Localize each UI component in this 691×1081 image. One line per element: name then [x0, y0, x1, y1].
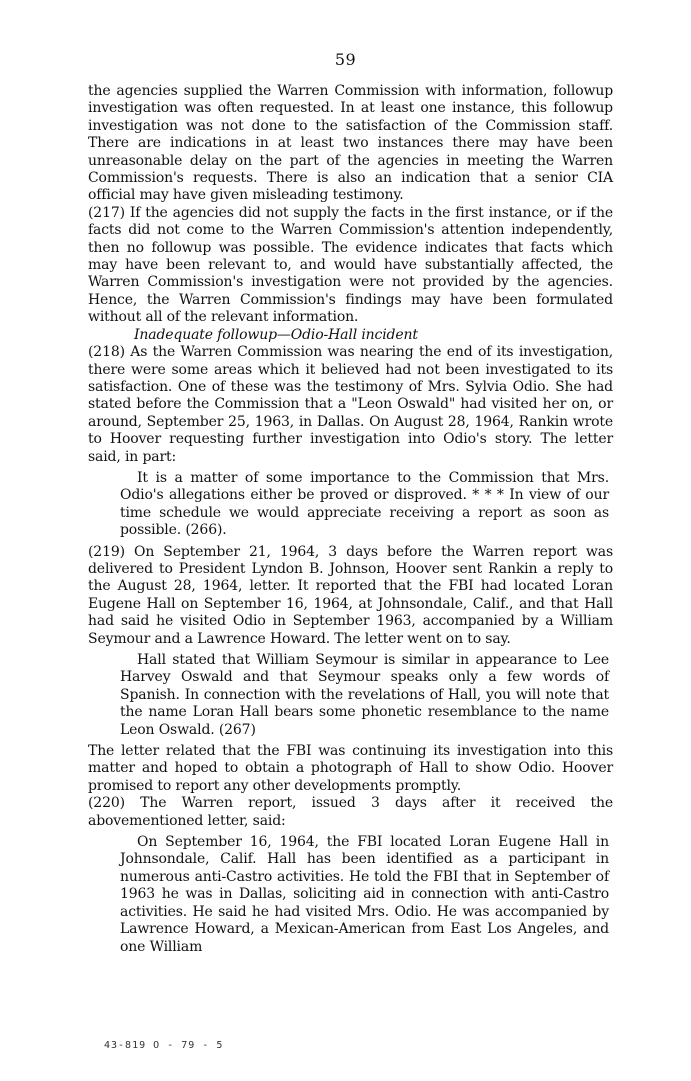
block-quote-3: [88, 834, 613, 956]
paragraph-219: (219) On September 21, 1964, 3 days before the Warren report was delivered to President Lyndon B. Johnson, Hoover sent Rankin a reply to the August 28, 1964, letter. It reported that the FBI had located Loran Eugene Hall on September 16, 1964, at Johnsondale, Calif., and that Hall had said he visited Odio in September 1963, accompanied by a William Seymour and a Lawrence Howard. The letter went on to say.: [88, 543, 613, 647]
section-heading: Inadequate followup—Odio-Hall incident: [134, 326, 418, 343]
quote-text: Hall stated that William Seymour is similar in appearance to Lee Harvey Oswald and that Seymour speaks only a few words of Spanish. In connection with the revelations of Hall, you will note that the name Loran Hall bears some phonetic resemblance to the name Leon Oswald. (267): [120, 652, 609, 738]
quote-text: It is a matter of some importance to the Commission that Mrs. Odio's allegations either be proved or disproved. * * * In view of our time schedule we would appreciate receiving a report as soon as possible. (266).: [120, 469, 609, 539]
paragraph-217: (217) If the agencies did not supply the facts in the first instance, or if the facts did not come to the Warren Commission's attention independently, then no followup was possible. The evidence indicates that facts which may have been relevant to, and would have substantially affected, the Warren Commission's investigation were not provided by the agencies. Hence, the Warren Commission's findings may have been formulated without all of the relevant information.: [88, 204, 613, 326]
paragraph-218: (218) As the Warren Commission was nearing the end of its investigation, there were some areas which it believed had not been investigated to its satisfaction. One of these was the testimony of Mrs. Sylvia Odio. She had stated before the Commission that a "Leon Oswald" had visited her on, or around, September 25, 1963, in Dallas. On August 28, 1964, Rankin wrote to Hoover requesting further investigation into Odio's story. The letter said, in part:: [88, 344, 613, 465]
paragraph-letter-related: The letter related that the FBI was continuing its investigation into this matter and hoped to obtain a photograph of Hall to show Odio. Hoover promised to report any other developments promptly.: [88, 743, 613, 794]
document-body: [88, 83, 613, 960]
block-quote-1: [88, 470, 613, 540]
quote-text: On September 16, 1964, the FBI located Loran Eugene Hall in Johnsondale, Calif. Hall has been identified as a participant in numerous anti-Castro activities. He told the FBI that in September of 1963 he was in Dallas, soliciting aid in connection with anti-Castro activities. He said he had visited Mrs. Odio. He was accompanied by Lawrence Howard, a Mexican-American from East Los Angeles, and one William: [120, 834, 609, 955]
paragraph-220: (220) The Warren report, issued 3 days after it received the abovementioned letter, said:: [88, 795, 613, 829]
paragraph-continuation: the agencies supplied the Warren Commission with information, followup investigation was often requested. In at least one instance, this followup investigation was not done to the satisfaction of the Commission staff. There are indications in at least two instances there may have been unreasonable delay on the part of the agencies in meeting the Warren Commission's requests. There is also an indication that a senior CIA official may have given misleading testimony.: [88, 83, 613, 204]
block-quote-2: [88, 652, 613, 739]
printing-code: 43-819 O - 79 - 5: [104, 1040, 224, 1051]
page-number: 59: [334, 50, 357, 69]
